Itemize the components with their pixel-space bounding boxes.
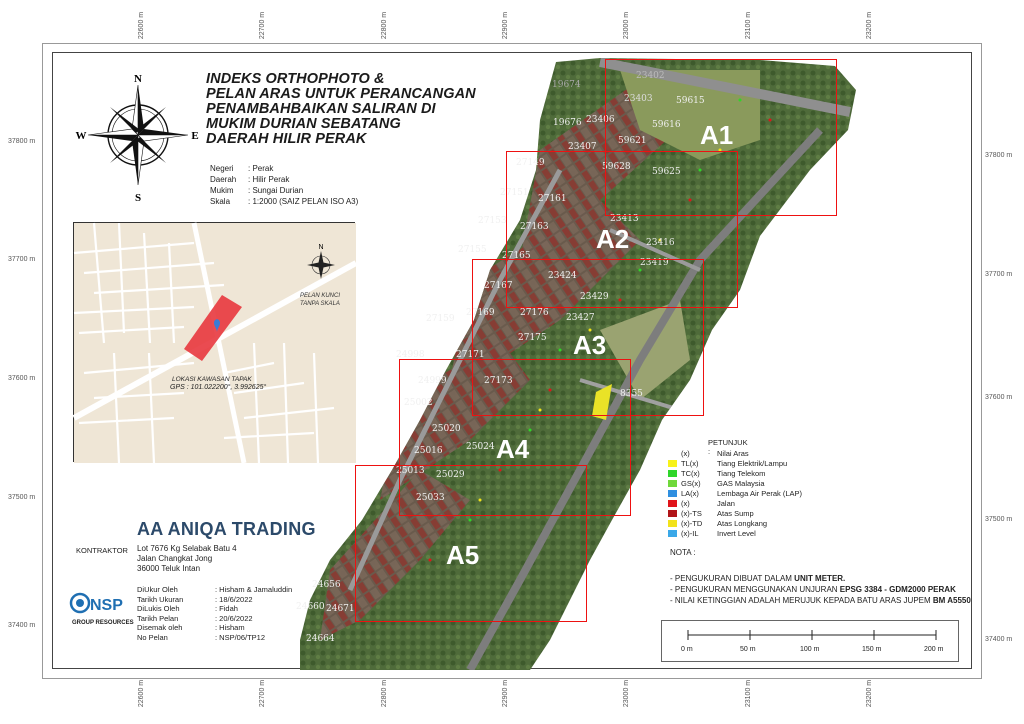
scale-label: 200 m — [924, 646, 944, 653]
info-value: : Perak — [248, 164, 274, 173]
lot-number: 23429 — [580, 292, 609, 302]
x-coord-bottom: 23200 m — [866, 679, 874, 708]
lot-number: 23427 — [566, 313, 595, 323]
contractor-label: KONTRAKTOR — [76, 546, 128, 555]
legend-swatch — [668, 520, 677, 527]
info-key: Mukim — [210, 186, 234, 195]
legend-item — [668, 449, 749, 458]
lot-number: 8355 — [620, 389, 643, 399]
legend-title: PETUNJUK : — [708, 438, 748, 456]
lot-number: 24660 — [296, 602, 325, 612]
nsp-logo — [70, 589, 132, 629]
legend-item — [668, 479, 765, 488]
inset-compass-n: N — [318, 244, 324, 251]
nota-title: NOTA : — [670, 548, 696, 557]
logo-text: NSP — [90, 597, 123, 614]
lot-number: 24664 — [306, 634, 335, 644]
lot-number: 27176 — [520, 308, 549, 318]
lot-number: 23413 — [610, 214, 639, 224]
legend-swatch — [668, 470, 677, 477]
key-plan-label: PELAN KUNCI — [300, 293, 341, 299]
y-coord-right: 37700 m — [985, 271, 1013, 278]
lot-number: 25016 — [414, 446, 443, 456]
legend-code: (x)-TS — [681, 509, 702, 518]
legend-label: Jalan — [717, 499, 735, 508]
legend-label: Tiang Telekom — [717, 469, 766, 478]
lot-number: 23406 — [586, 115, 615, 125]
lot-number: 27165 — [502, 251, 531, 261]
legend-item — [668, 469, 765, 478]
legend-item — [668, 499, 735, 508]
legend-item — [668, 459, 787, 468]
lot-number: 27153 — [478, 216, 507, 226]
legend-label: Nilai Aras — [717, 449, 749, 458]
lot-number: 24999 — [418, 376, 447, 386]
legend-code: TL(x) — [681, 459, 699, 468]
lot-number: 27169 — [466, 308, 495, 318]
lot-number: 27151 — [500, 188, 529, 198]
y-coord-left: 37500 m — [8, 494, 36, 501]
info-key: Negeri — [210, 164, 234, 173]
title-line: PENAMBAHBAIKAN SALIRAN DI — [206, 101, 436, 117]
lot-number: 24656 — [312, 580, 341, 590]
scale-label: 100 m — [800, 646, 820, 653]
sheet-a2-label: A2 — [596, 224, 630, 254]
compass-s: S — [134, 192, 142, 204]
lot-number: 23416 — [646, 238, 675, 248]
legend-label: GAS Malaysia — [717, 479, 765, 488]
lot-number: 59615 — [676, 96, 705, 106]
sheet-a1-label: A1 — [700, 120, 734, 150]
drawing-details: DiUkur Oleh : Hisham & Jamaluddin Tarikh Ukuran : 18/6/2022 DiLukis Oleh : Fidah Tarikh Pelan : 20/6/2022 Disemak oleh : Hisham No Pelan : NSP/06/TP12 — [137, 585, 293, 642]
legend-item — [668, 509, 754, 518]
lot-number: 59628 — [602, 162, 631, 172]
title-line: PELAN ARAS UNTUK PERANCANGAN — [206, 86, 476, 102]
y-coord-right: 37400 m — [985, 636, 1013, 643]
legend-item — [668, 519, 767, 528]
compass-n: N — [134, 73, 142, 85]
y-coord-left: 37600 m — [8, 375, 36, 382]
x-coord-top: 22900 m — [502, 11, 510, 40]
info-value: : Sungai Durian — [248, 186, 304, 195]
lot-number: 27161 — [538, 194, 567, 204]
title-line: MUKIM DURIAN SEBATANG — [206, 116, 401, 132]
info-key: Daerah — [210, 175, 237, 184]
location-info — [210, 163, 358, 207]
legend-swatch — [668, 490, 677, 497]
legend-code: (x) — [681, 499, 690, 508]
legend-code: GS(x) — [681, 479, 701, 488]
lot-number: 25020 — [432, 424, 461, 434]
legend-swatch — [668, 460, 677, 467]
x-coord-bottom: 22800 m — [381, 679, 389, 708]
lot-number: 27173 — [484, 376, 513, 386]
lot-number: 23419 — [640, 258, 669, 268]
company-name: AA ANIQA TRADING — [137, 519, 316, 539]
compass-rose-icon — [75, 70, 199, 208]
legend-label: Invert Level — [717, 529, 756, 538]
x-coord-top: 23100 m — [745, 11, 753, 40]
x-coord-top: 23000 m — [623, 11, 631, 40]
title-line: INDEKS ORTHOPHOTO & — [206, 71, 385, 87]
legend-label: Atas Longkang — [717, 519, 768, 528]
key-plan-inset — [73, 222, 355, 462]
y-coord-left: 37400 m — [8, 622, 36, 629]
legend-item — [668, 529, 756, 538]
x-coord-bottom: 22600 m — [138, 679, 146, 708]
lot-number: 25013 — [396, 466, 425, 476]
lot-number: 27155 — [458, 245, 487, 255]
scale-label: 50 m — [740, 646, 756, 653]
scale-bar — [661, 620, 959, 662]
y-coord-right: 37800 m — [985, 152, 1013, 159]
lot-number: 25033 — [416, 493, 445, 503]
legend-swatch — [668, 450, 677, 457]
key-plan-scale: TANPA SKALA — [300, 301, 340, 307]
sheet-a4-label: A4 — [496, 434, 530, 464]
legend-code: (x) — [681, 449, 690, 458]
scale-label: 0 m — [681, 646, 693, 653]
compass-w: W — [75, 130, 87, 142]
x-coord-top: 23200 m — [866, 11, 874, 40]
x-coord-bottom: 23100 m — [745, 679, 753, 708]
lot-number: 25024 — [466, 442, 495, 452]
lot-number: 27167 — [484, 281, 513, 291]
lot-number: 24998 — [396, 350, 425, 360]
lot-number: 59616 — [652, 120, 681, 130]
lot-number: 59621 — [618, 136, 647, 146]
lot-number: 23402 — [636, 71, 665, 81]
y-coord-left: 37800 m — [8, 138, 36, 145]
sheet-a5-label: A5 — [446, 540, 480, 570]
y-coord-right: 37600 m — [985, 394, 1013, 401]
lot-number: 23407 — [568, 142, 597, 152]
scale-label: 150 m — [862, 646, 882, 653]
info-value: : 1:2000 (SAIZ PELAN ISO A3) — [248, 197, 359, 206]
x-coord-bottom: 22900 m — [502, 679, 510, 708]
sheet-a3-label: A3 — [573, 330, 607, 360]
legend-code: TC(x) — [681, 469, 700, 478]
lot-number: 27159 — [426, 314, 455, 324]
legend-code: (x)-IL — [681, 529, 699, 538]
legend-swatch — [668, 500, 677, 507]
compass-e: E — [191, 130, 199, 142]
x-coord-bottom: 22700 m — [259, 679, 267, 708]
gps-coordinates: GPS : 101.022200°, 3.992625° — [170, 384, 267, 391]
legend-item — [668, 489, 802, 498]
logo-subtext: GROUP RESOURCES — [72, 620, 134, 626]
info-value: : Hilir Perak — [248, 175, 290, 184]
legend-label: Atas Sump — [717, 509, 754, 518]
legend-swatch — [668, 510, 677, 517]
x-coord-top: 22600 m — [138, 11, 146, 40]
lot-number: 27149 — [516, 158, 545, 168]
lot-number: 19674 — [552, 80, 581, 90]
lot-number: 25002 — [404, 398, 433, 408]
legend-swatch — [668, 530, 677, 537]
legend-label: Lembaga Air Perak (LAP) — [717, 489, 803, 498]
lot-number: 25029 — [436, 470, 465, 480]
title-line: DAERAH HILIR PERAK — [206, 131, 367, 147]
legend-swatch — [668, 480, 677, 487]
lot-number: 23424 — [548, 271, 577, 281]
info-key: Skala — [210, 197, 231, 206]
lot-number: 24671 — [326, 604, 355, 614]
x-coord-top: 22800 m — [381, 11, 389, 40]
lot-number: 19676 — [553, 118, 582, 128]
x-coord-bottom: 23000 m — [623, 679, 631, 708]
x-coord-top: 22700 m — [259, 11, 267, 40]
nota-line-3: - NILAI KETINGGIAN ADALAH MERUJUK KEPADA BATU ARAS JUPEM BM A5550 — [670, 596, 971, 605]
y-coord-right: 37500 m — [985, 516, 1013, 523]
lot-number: 27163 — [520, 222, 549, 232]
lot-number: 27175 — [518, 333, 547, 343]
lot-number: 23403 — [624, 94, 653, 104]
nota-line-1: - PENGUKURAN DIBUAT DALAM UNIT METER. — [670, 574, 846, 583]
lot-number: 27171 — [456, 350, 485, 360]
legend-label: Tiang Elektrik/Lampu — [717, 459, 788, 468]
legend-code: LA(x) — [681, 489, 699, 498]
key-plan-map — [74, 223, 356, 463]
nota-line-2: - PENGUKURAN MENGGUNAKAN UNJURAN EPSG 3384 - GDM2000 PERAK — [670, 585, 956, 594]
map-title — [206, 72, 526, 147]
y-coord-left: 37700 m — [8, 256, 36, 263]
site-location-label: LOKASI KAWASAN TAPAK — [172, 376, 252, 383]
legend-code: (x)-TD — [681, 519, 703, 528]
lot-number: 59625 — [652, 167, 681, 177]
company-address: Lot 7676 Kg Selabak Batu 4 Jalan Changkat Jong 36000 Teluk Intan — [137, 544, 237, 573]
